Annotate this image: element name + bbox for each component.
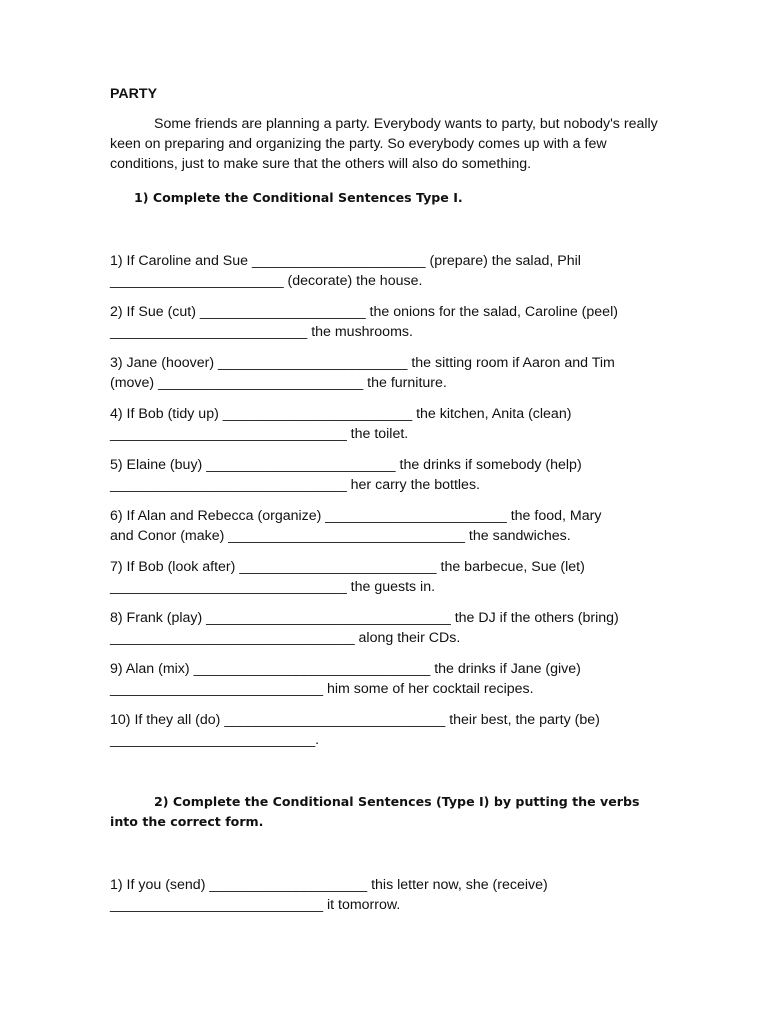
exercise-line: ______________________________ the toilet. [110, 426, 409, 442]
exercise-item [110, 608, 660, 648]
worksheet-page [110, 84, 660, 926]
intro-paragraph: Some friends are planning a party. Everybody wants to party, but nobody's really keen on preparing and organizing the party. So everybody comes up with a few conditions, just to make sure that the others will also do something. [110, 116, 658, 172]
exercise-item [110, 506, 660, 546]
exercise-line: 9) Alan (mix) ______________________________ the drinks if Jane (give) [110, 661, 581, 677]
document-title: PARTY [110, 86, 158, 102]
exercise-line: ______________________________ her carry the bottles. [110, 477, 480, 493]
exercise-line: (move) __________________________ the furniture. [110, 375, 447, 391]
exercise-item [110, 557, 660, 597]
section-1-exercise-list [110, 251, 660, 750]
exercise-item [110, 404, 660, 444]
exercise-line: ___________________________ him some of her cocktail recipes. [110, 681, 534, 697]
exercise-line: 1) If Caroline and Sue ______________________ (prepare) the salad, Phil [110, 253, 581, 269]
exercise-line: and Conor (make) ______________________________ the sandwiches. [110, 528, 571, 544]
exercise-line: ______________________ (decorate) the house. [110, 273, 423, 289]
exercise-line: 3) Jane (hoover) ________________________ the sitting room if Aaron and Tim [110, 355, 615, 371]
exercise-line: 2) If Sue (cut) _____________________ the onions for the salad, Caroline (peel) [110, 304, 618, 320]
exercise-line: ______________________________ the guests in. [110, 579, 436, 595]
exercise-line: _______________________________ along their CDs. [110, 630, 461, 646]
exercise-line: ___________________________ it tomorrow. [110, 897, 401, 913]
exercise-item [110, 659, 660, 699]
section-2-heading: 2) Complete the Conditional Sentences (Type I) by putting the verbs into the correct form. [110, 794, 640, 829]
exercise-line: 8) Frank (play) _______________________________ the DJ if the others (bring) [110, 610, 619, 626]
exercise-line: 7) If Bob (look after) _________________________ the barbecue, Sue (let) [110, 559, 585, 575]
exercise-line: __________________________. [110, 732, 320, 748]
exercise-item [110, 875, 660, 915]
exercise-line: 6) If Alan and Rebecca (organize) _______________________ the food, Mary [110, 508, 602, 524]
exercise-line: 10) If they all (do) ____________________________ their best, the party (be) [110, 712, 600, 728]
exercise-line: _________________________ the mushrooms. [110, 324, 413, 340]
section-2-exercise-list [110, 875, 660, 915]
exercise-item [110, 710, 660, 750]
section-1-heading: 1) Complete the Conditional Sentences Type I. [134, 190, 463, 205]
exercise-item [110, 455, 660, 495]
exercise-item [110, 353, 660, 393]
exercise-item [110, 251, 660, 291]
exercise-line: 5) Elaine (buy) ________________________ the drinks if somebody (help) [110, 457, 582, 473]
exercise-line: 1) If you (send) ____________________ this letter now, she (receive) [110, 877, 548, 893]
exercise-item [110, 302, 660, 342]
exercise-line: 4) If Bob (tidy up) ________________________ the kitchen, Anita (clean) [110, 406, 572, 422]
